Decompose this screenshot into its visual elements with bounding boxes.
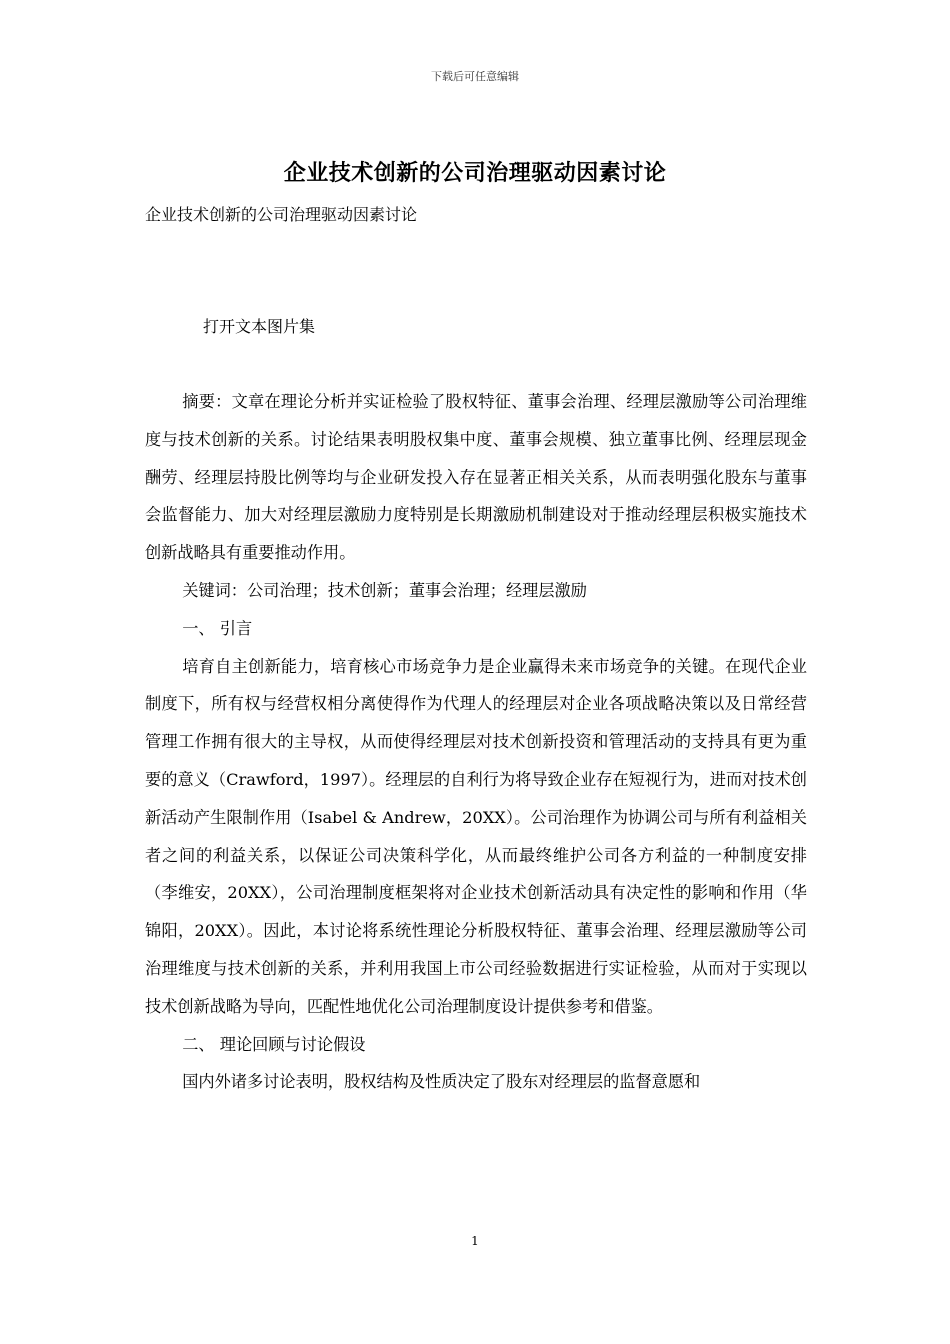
keywords-paragraph: 关键词：公司治理；技术创新；董事会治理；经理层激励 <box>182 580 587 600</box>
section-heading-introduction: 一、 引言 <box>182 618 253 638</box>
document-subtitle: 企业技术创新的公司治理驱动因素讨论 <box>145 205 418 224</box>
open-image-gallery-link[interactable]: 打开文本图片集 <box>203 317 316 336</box>
document-body <box>145 383 807 1101</box>
document-title: 企业技术创新的公司治理驱动因素讨论 <box>283 160 667 186</box>
theory-paragraph: 国内外诸多讨论表明，股权结构及性质决定了股东对经理层的监督意愿和 <box>182 1072 701 1092</box>
section-heading-theory: 二、 理论回顾与讨论假设 <box>182 1034 366 1054</box>
page-number: 1 <box>471 1234 479 1248</box>
header-note: 下载后可任意编辑 <box>431 70 519 83</box>
introduction-paragraph: 培育自主创新能力，培育核心市场竞争力是企业赢得未来市场竞争的关键。在现代企业制度下，所有权与经营权相分离使得作为代理人的经理层对企业各项战略决策以及日常经营管理工作拥有很大的主导权，从而使得经理层对技术创新投资和管理活动的支持具有更为重要的意义（Crawford，1997）。经理层的自利行为将导致企业存在短视行为，进而对技术创新活动产生限制作用（Isabel & Andrew，20XX）。公司治理作为协调公司与所有利益相关者之间的利益关系，以保证公司决策科学化，从而最终维护公司各方利益的一种制度安排（李维安，20XX），公司治理制度框架将对企业技术创新活动具有决定性的影响和作用（华锦阳，20XX）。因此，本讨论将系统性理论分析股权特征、董事会治理、经理层激励等公司治理维度与技术创新的关系，并利用我国上市公司经验数据进行实证检验，从而对于实现以技术创新战略为导向，匹配性地优化公司治理制度设计提供参考和借鉴。 <box>145 656 807 1016</box>
abstract-paragraph: 摘要：文章在理论分析并实证检验了股权特征、董事会治理、经理层激励等公司治理维度与技术创新的关系。讨论结果表明股权集中度、董事会规模、独立董事比例、经理层现金酬劳、经理层持股比例等均与企业研发投入存在显著正相关关系，从而表明强化股东与董事会监督能力、加大对经理层激励力度特别是长期激励机制建设对于推动经理层积极实施技术创新战略具有重要推动作用。 <box>145 392 807 563</box>
